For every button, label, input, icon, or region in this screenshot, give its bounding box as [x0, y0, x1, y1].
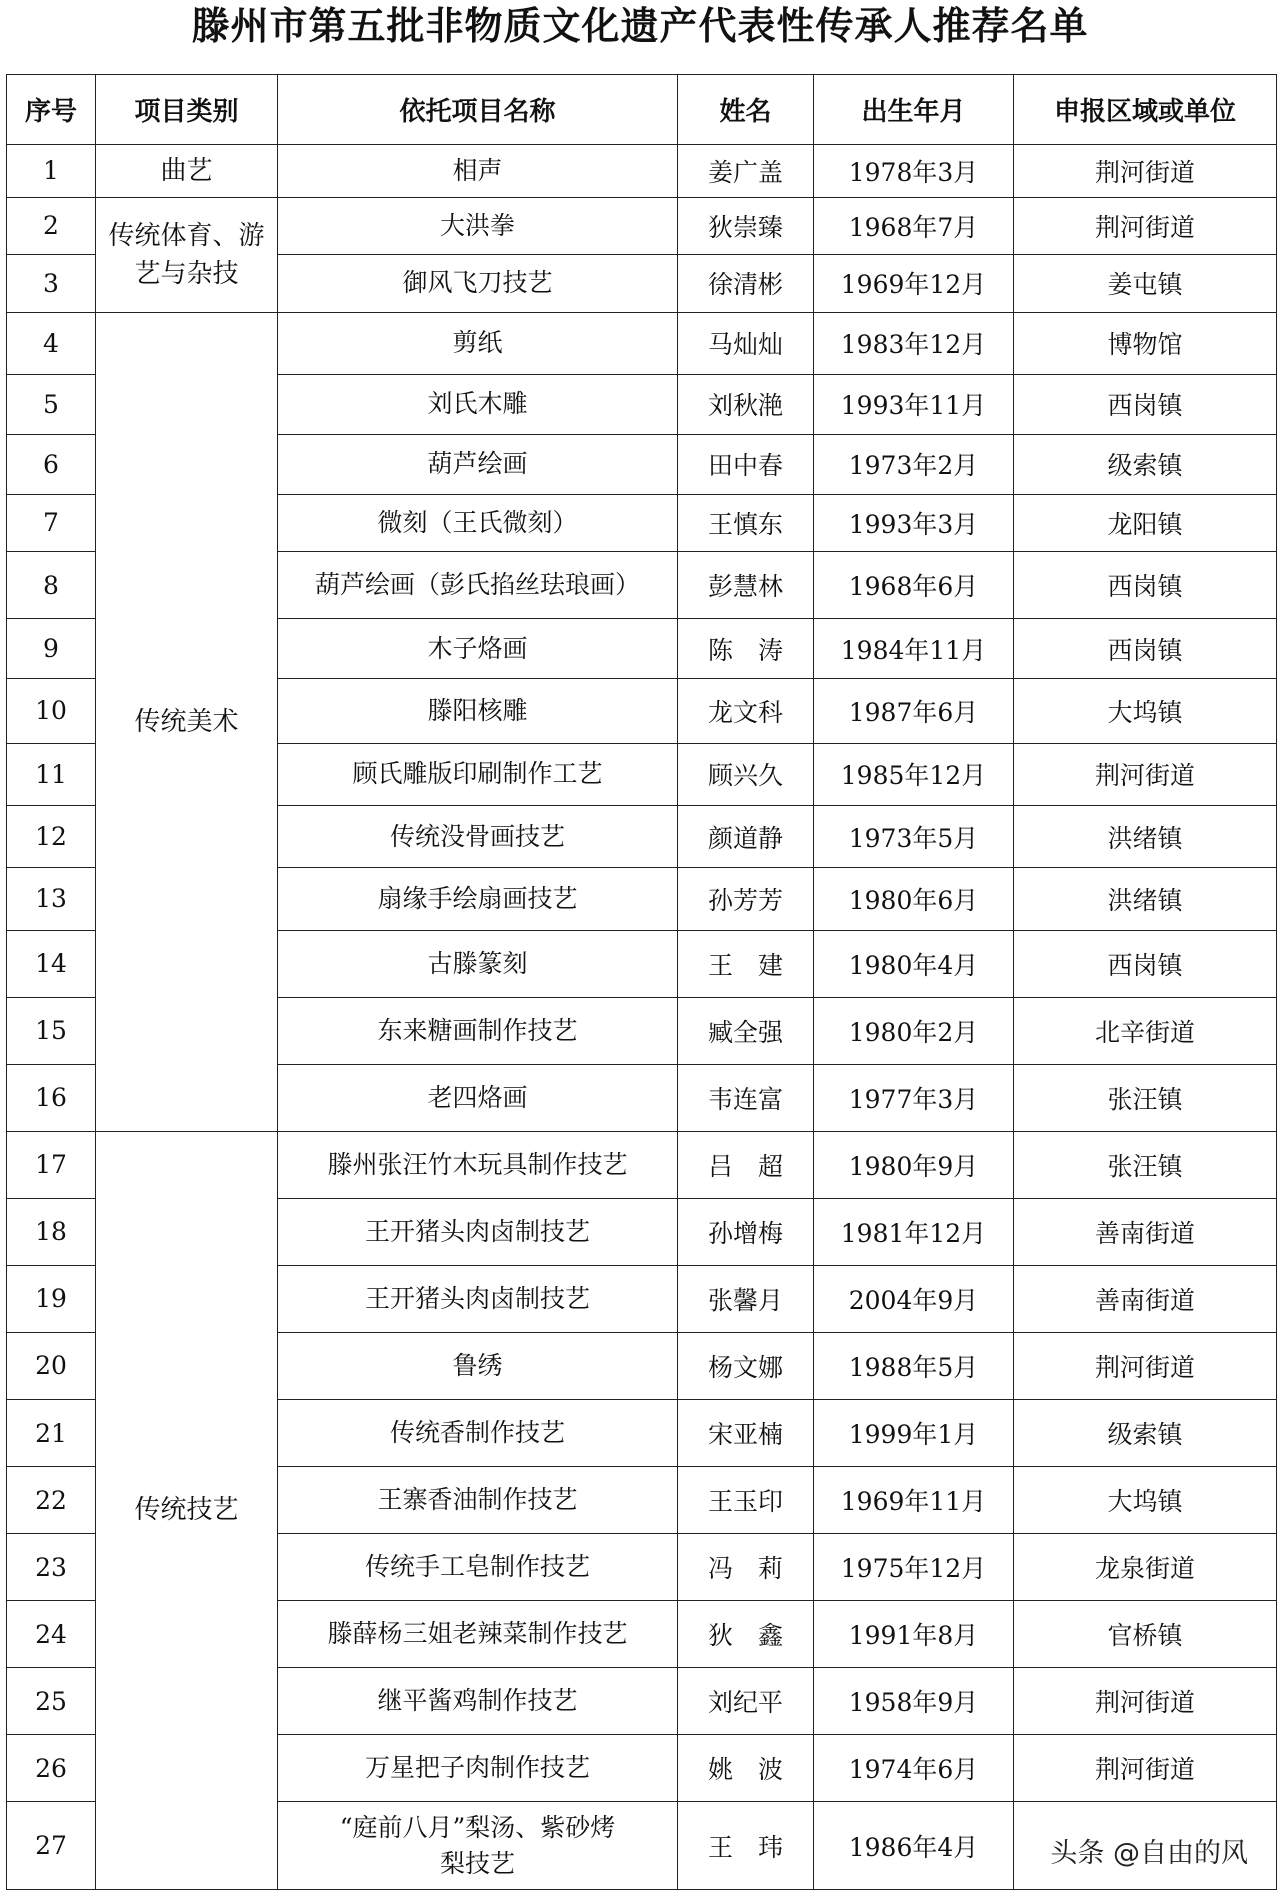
row-index-cell: 15 — [7, 997, 96, 1064]
column-header-unit: 申报区域或单位 — [1014, 75, 1277, 145]
table-row — [7, 197, 1277, 254]
project-name-cell: 葫芦绘画（彭氏掐丝珐琅画） — [278, 552, 678, 619]
person-name-cell: 姜广盖 — [678, 145, 814, 198]
unit-cell: 级索镇 — [1014, 434, 1277, 494]
column-header-name: 姓名 — [678, 75, 814, 145]
unit-cell: 荆河街道 — [1014, 145, 1277, 198]
row-index-cell: 1 — [7, 145, 96, 198]
column-header-project: 依托项目名称 — [278, 75, 678, 145]
birth-date-cell: 1991年8月 — [814, 1601, 1014, 1668]
birth-date-cell: 1977年3月 — [814, 1064, 1014, 1131]
row-index-cell: 26 — [7, 1735, 96, 1802]
project-name-cell: 滕薛杨三姐老辣菜制作技艺 — [278, 1601, 678, 1668]
person-name-cell: 冯 莉 — [678, 1534, 814, 1601]
person-name-cell: 王 建 — [678, 930, 814, 997]
row-index-cell: 7 — [7, 494, 96, 551]
unit-cell: 荆河街道 — [1014, 1735, 1277, 1802]
project-name-cell: 传统没骨画技艺 — [278, 806, 678, 868]
person-name-cell: 刘秋滟 — [678, 374, 814, 434]
unit-cell: 级索镇 — [1014, 1400, 1277, 1467]
row-index-cell: 6 — [7, 434, 96, 494]
document-title: 滕州市第五批非物质文化遗产代表性传承人推荐名单 — [191, 4, 1089, 48]
project-name-cell: 扇缘手绘扇画技艺 — [278, 868, 678, 930]
category-cell: 传统体育、游艺与杂技 — [96, 197, 278, 312]
person-name-cell: 王慎东 — [678, 494, 814, 551]
person-name-cell: 狄 鑫 — [678, 1601, 814, 1668]
unit-cell: 洪绪镇 — [1014, 868, 1277, 930]
unit-cell: 官桥镇 — [1014, 1601, 1277, 1668]
unit-cell: 龙泉街道 — [1014, 1534, 1277, 1601]
birth-date-cell: 1980年9月 — [814, 1131, 1014, 1198]
category-cell: 曲艺 — [96, 145, 278, 198]
row-index-cell: 2 — [7, 197, 96, 254]
row-index-cell: 23 — [7, 1534, 96, 1601]
birth-date-cell: 1980年4月 — [814, 930, 1014, 997]
row-index-cell: 12 — [7, 806, 96, 868]
project-name-cell: 老四烙画 — [278, 1064, 678, 1131]
birth-date-cell: 1983年12月 — [814, 312, 1014, 374]
person-name-cell: 狄崇臻 — [678, 197, 814, 254]
unit-cell: 姜屯镇 — [1014, 255, 1277, 312]
row-index-cell: 4 — [7, 312, 96, 374]
unit-cell: 荆河街道 — [1014, 1668, 1277, 1735]
birth-date-cell: 1973年5月 — [814, 806, 1014, 868]
project-name-cell: 剪纸 — [278, 312, 678, 374]
unit-cell: 北辛街道 — [1014, 997, 1277, 1064]
birth-date-cell: 2004年9月 — [814, 1265, 1014, 1332]
project-name-cell: 鲁绣 — [278, 1332, 678, 1399]
unit-cell: 西岗镇 — [1014, 552, 1277, 619]
birth-date-cell: 1981年12月 — [814, 1198, 1014, 1265]
birth-date-cell: 1980年6月 — [814, 868, 1014, 930]
project-name-cell: 滕州张汪竹木玩具制作技艺 — [278, 1131, 678, 1198]
person-name-cell: 顾兴久 — [678, 743, 814, 805]
row-index-cell: 9 — [7, 619, 96, 679]
person-name-cell: 陈 涛 — [678, 619, 814, 679]
birth-date-cell: 1968年6月 — [814, 552, 1014, 619]
person-name-cell: 孙芳芳 — [678, 868, 814, 930]
row-index-cell: 10 — [7, 679, 96, 744]
unit-cell: 善南街道 — [1014, 1198, 1277, 1265]
row-index-cell: 14 — [7, 930, 96, 997]
table-header-row — [7, 75, 1277, 145]
heritage-inheritor-table — [6, 74, 1277, 1890]
person-name-cell: 姚 波 — [678, 1735, 814, 1802]
unit-cell: 西岗镇 — [1014, 619, 1277, 679]
row-index-cell: 20 — [7, 1332, 96, 1399]
birth-date-cell: 1974年6月 — [814, 1735, 1014, 1802]
birth-date-cell: 1969年11月 — [814, 1467, 1014, 1534]
birth-date-cell: 1968年7月 — [814, 197, 1014, 254]
birth-date-cell: 1999年1月 — [814, 1400, 1014, 1467]
person-name-cell: 刘纪平 — [678, 1668, 814, 1735]
category-cell: 传统技艺 — [96, 1131, 278, 1889]
person-name-cell: 宋亚楠 — [678, 1400, 814, 1467]
project-name-cell: 葫芦绘画 — [278, 434, 678, 494]
person-name-cell: 王玉印 — [678, 1467, 814, 1534]
unit-cell: 博物馆 — [1014, 312, 1277, 374]
row-index-cell: 22 — [7, 1467, 96, 1534]
unit-cell: 大坞镇 — [1014, 679, 1277, 744]
person-name-cell: 颜道静 — [678, 806, 814, 868]
row-index-cell: 13 — [7, 868, 96, 930]
person-name-cell: 龙文科 — [678, 679, 814, 744]
row-index-cell: 8 — [7, 552, 96, 619]
unit-cell: 龙阳镇 — [1014, 494, 1277, 551]
birth-date-cell: 1986年4月 — [814, 1802, 1014, 1890]
category-cell: 传统美术 — [96, 312, 278, 1131]
row-index-cell: 5 — [7, 374, 96, 434]
row-index-cell: 25 — [7, 1668, 96, 1735]
person-name-cell: 田中春 — [678, 434, 814, 494]
row-index-cell: 21 — [7, 1400, 96, 1467]
unit-cell: 荆河街道 — [1014, 197, 1277, 254]
row-index-cell: 17 — [7, 1131, 96, 1198]
column-header-index: 序号 — [7, 75, 96, 145]
birth-date-cell: 1973年2月 — [814, 434, 1014, 494]
birth-date-cell: 1958年9月 — [814, 1668, 1014, 1735]
unit-cell: 荆河街道 — [1014, 1332, 1277, 1399]
person-name-cell: 徐清彬 — [678, 255, 814, 312]
person-name-cell: 马灿灿 — [678, 312, 814, 374]
project-name-cell: 传统手工皂制作技艺 — [278, 1534, 678, 1601]
project-name-cell: 王寨香油制作技艺 — [278, 1467, 678, 1534]
row-index-cell: 11 — [7, 743, 96, 805]
unit-cell: 洪绪镇 — [1014, 806, 1277, 868]
project-name-cell: 微刻（王氏微刻） — [278, 494, 678, 551]
birth-date-cell: 1993年11月 — [814, 374, 1014, 434]
birth-date-cell: 1969年12月 — [814, 255, 1014, 312]
person-name-cell: 张馨月 — [678, 1265, 814, 1332]
unit-cell: 西岗镇 — [1014, 374, 1277, 434]
project-name-cell: 木子烙画 — [278, 619, 678, 679]
column-header-birth: 出生年月 — [814, 75, 1014, 145]
unit-cell: 大坞镇 — [1014, 1467, 1277, 1534]
birth-date-cell: 1975年12月 — [814, 1534, 1014, 1601]
project-name-cell: 大洪拳 — [278, 197, 678, 254]
person-name-cell: 臧全强 — [678, 997, 814, 1064]
project-name-cell: 东来糖画制作技艺 — [278, 997, 678, 1064]
project-name-cell: 相声 — [278, 145, 678, 198]
project-name-cell: 万星把子肉制作技艺 — [278, 1735, 678, 1802]
project-name-cell: 传统香制作技艺 — [278, 1400, 678, 1467]
table-body — [7, 145, 1277, 1890]
project-name-cell: 刘氏木雕 — [278, 374, 678, 434]
table-row — [7, 145, 1277, 198]
person-name-cell: 王 玮 — [678, 1802, 814, 1890]
project-name-cell: 继平酱鸡制作技艺 — [278, 1668, 678, 1735]
project-name-cell: 滕阳核雕 — [278, 679, 678, 744]
project-name-cell: 王开猪头肉卤制技艺 — [278, 1265, 678, 1332]
project-name-cell: 顾氏雕版印刷制作工艺 — [278, 743, 678, 805]
row-index-cell: 18 — [7, 1198, 96, 1265]
person-name-cell: 吕 超 — [678, 1131, 814, 1198]
unit-cell: 张汪镇 — [1014, 1131, 1277, 1198]
birth-date-cell: 1993年3月 — [814, 494, 1014, 551]
project-name-cell: 古滕篆刻 — [278, 930, 678, 997]
table-row — [7, 1131, 1277, 1198]
unit-cell: 张汪镇 — [1014, 1064, 1277, 1131]
row-index-cell: 27 — [7, 1802, 96, 1890]
row-index-cell: 19 — [7, 1265, 96, 1332]
birth-date-cell: 1978年3月 — [814, 145, 1014, 198]
birth-date-cell: 1988年5月 — [814, 1332, 1014, 1399]
unit-cell: 荆河街道 — [1014, 743, 1277, 805]
person-name-cell: 彭慧林 — [678, 552, 814, 619]
person-name-cell: 韦连富 — [678, 1064, 814, 1131]
unit-cell: 善南街道 — [1014, 1265, 1277, 1332]
birth-date-cell: 1984年11月 — [814, 619, 1014, 679]
row-index-cell: 24 — [7, 1601, 96, 1668]
column-header-category: 项目类别 — [96, 75, 278, 145]
birth-date-cell: 1987年6月 — [814, 679, 1014, 744]
project-name-cell: 御风飞刀技艺 — [278, 255, 678, 312]
unit-cell: 西岗镇 — [1014, 930, 1277, 997]
project-name-cell: 王开猪头肉卤制技艺 — [278, 1198, 678, 1265]
person-name-cell: 杨文娜 — [678, 1332, 814, 1399]
row-index-cell: 16 — [7, 1064, 96, 1131]
project-name-cell: “庭前八月”梨汤、紫砂烤梨技艺 — [278, 1802, 678, 1890]
birth-date-cell: 1985年12月 — [814, 743, 1014, 805]
table-row — [7, 312, 1277, 374]
person-name-cell: 孙增梅 — [678, 1198, 814, 1265]
row-index-cell: 3 — [7, 255, 96, 312]
birth-date-cell: 1980年2月 — [814, 997, 1014, 1064]
watermark: 头条 @自由的风 — [1046, 1831, 1252, 1870]
